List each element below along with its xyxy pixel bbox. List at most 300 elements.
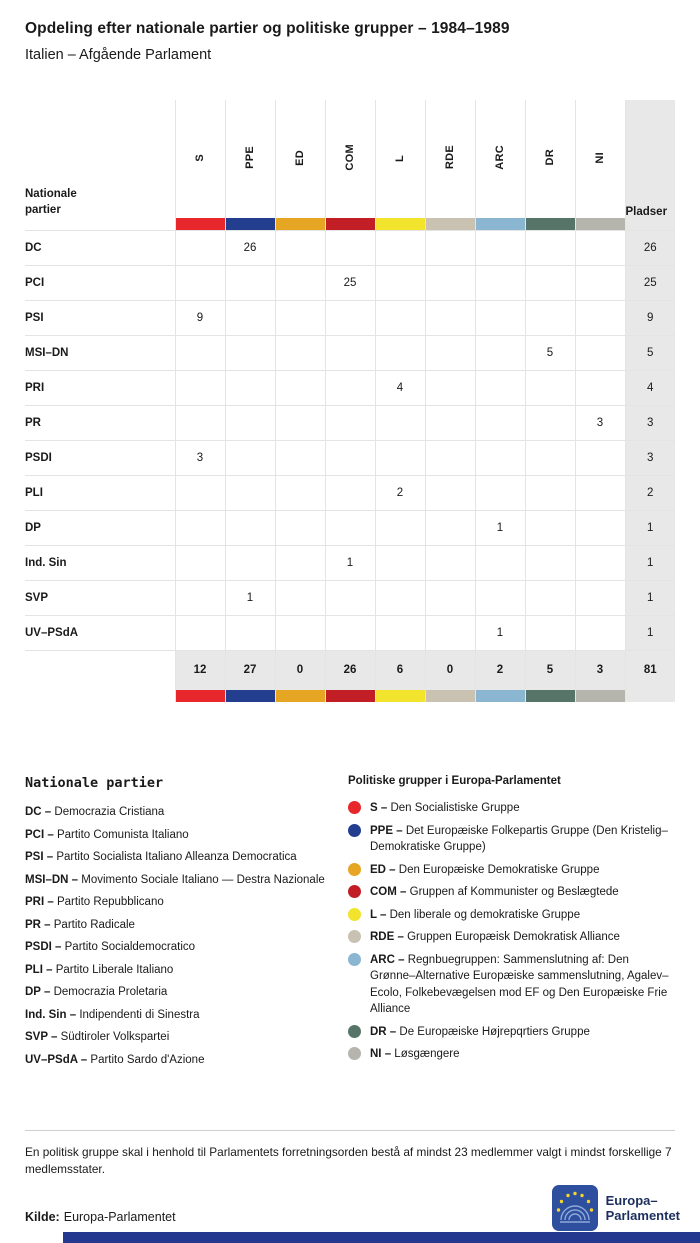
total-seats-cell: 81 — [625, 650, 675, 690]
party-legend-item — [25, 917, 340, 934]
party-legend-name: Democrazia Proletaria — [53, 986, 168, 998]
group-color-dot — [348, 824, 361, 837]
value-cell — [425, 335, 475, 370]
group-legend-item — [348, 884, 675, 901]
value-cell — [575, 230, 625, 265]
group-legend-code: ARC – — [370, 953, 408, 966]
group-color-dot — [348, 885, 361, 898]
seats-cell: 1 — [625, 615, 675, 650]
party-legend-code: PSDI – — [25, 941, 65, 953]
value-cell — [575, 510, 625, 545]
value-cell — [325, 475, 375, 510]
group-color-dot — [348, 801, 361, 814]
value-cell — [325, 440, 375, 475]
value-cell — [425, 265, 475, 300]
value-cell: 3 — [175, 440, 225, 475]
group-legend-item — [348, 800, 675, 817]
value-cell — [225, 370, 275, 405]
party-legend-item — [25, 939, 340, 956]
value-cell — [275, 545, 325, 580]
group-color-dot — [348, 863, 361, 876]
value-cell — [425, 475, 475, 510]
party-legend-code: MSI–DN – — [25, 873, 82, 886]
table-row — [25, 510, 675, 545]
party-legend-code: UV–PSdA – — [25, 1053, 91, 1066]
value-cell — [225, 265, 275, 300]
value-cell — [275, 580, 325, 615]
seats-cell: 9 — [625, 300, 675, 335]
party-legend-list — [25, 804, 340, 1068]
party-legend-name: Indipendenti di Sinestra — [79, 1008, 200, 1021]
value-cell — [475, 580, 525, 615]
column-header-label: RDE — [444, 145, 456, 170]
column-header-label: PPE — [244, 146, 256, 169]
color-bar-ED — [275, 690, 325, 702]
party-legend-item — [25, 827, 340, 844]
value-cell: 1 — [475, 615, 525, 650]
group-legend-item — [348, 823, 675, 856]
group-legend-name: Den Europæiske Demokratiske Gruppe — [398, 863, 600, 876]
column-header-label: S — [194, 154, 206, 162]
party-legend-name: Partito Liberale Italiano — [55, 963, 174, 976]
value-cell — [475, 370, 525, 405]
value-cell — [425, 405, 475, 440]
value-cell: 4 — [375, 370, 425, 405]
group-legend-text — [370, 823, 675, 856]
column-header-label: ED — [294, 149, 306, 166]
group-legend-list — [348, 800, 675, 1063]
seats-column-header: Pladser — [625, 100, 675, 218]
group-legend-name: Det Europæiske Folkepartis Gruppe (Den Kristelig–Demokratiske Gruppe) — [370, 824, 668, 853]
party-name-cell: PLI — [25, 475, 175, 510]
value-cell: 3 — [575, 405, 625, 440]
seats-cell: 25 — [625, 265, 675, 300]
value-cell — [425, 545, 475, 580]
value-cell — [325, 370, 375, 405]
value-cell — [375, 440, 425, 475]
bar-row-seats-spacer — [625, 690, 675, 702]
value-cell — [225, 510, 275, 545]
table-row — [25, 300, 675, 335]
bar-row-spacer — [25, 690, 175, 702]
ep-logo-text — [606, 1193, 680, 1223]
value-cell — [475, 405, 525, 440]
group-legend-name: Den liberale og demokratiske Gruppe — [389, 908, 581, 921]
group-color-dot — [348, 930, 361, 943]
value-cell — [475, 265, 525, 300]
group-legend-name: De Europæiske Højrepqrtiers Gruppe — [399, 1025, 590, 1038]
group-legend-code: RDE – — [370, 931, 408, 943]
table-row — [25, 230, 675, 265]
ep-logo-text-line2: Parlamentet — [605, 1208, 680, 1223]
value-cell — [225, 300, 275, 335]
group-legend-name: Den Socialistiske Gruppe — [390, 802, 520, 814]
value-cell — [275, 475, 325, 510]
value-cell — [525, 405, 575, 440]
ep-logo-icon — [552, 1185, 598, 1231]
seats-cell: 2 — [625, 475, 675, 510]
column-header-DR — [525, 100, 575, 218]
party-name-cell: DC — [25, 230, 175, 265]
color-bar-L — [375, 690, 425, 702]
value-cell — [175, 580, 225, 615]
group-legend-text — [370, 929, 620, 946]
column-header-label: ARC — [494, 145, 506, 170]
value-cell — [375, 545, 425, 580]
total-value-cell: 2 — [475, 650, 525, 690]
party-legend-name: Partito Radicale — [53, 918, 135, 931]
party-name-cell: Ind. Sin — [25, 545, 175, 580]
value-cell — [275, 405, 325, 440]
total-value-cell: 5 — [525, 650, 575, 690]
legend-national-parties — [25, 775, 340, 1074]
value-cell — [525, 370, 575, 405]
source-line — [25, 1210, 176, 1224]
party-legend-name: Partito Socialdemocratico — [64, 941, 196, 953]
column-header-label: DR — [544, 149, 556, 166]
color-bar-ARC — [475, 690, 525, 702]
color-bar-COM — [325, 218, 375, 230]
column-header-NI — [575, 100, 625, 218]
value-cell — [225, 615, 275, 650]
seats-table-wrap — [25, 100, 675, 702]
seats-cell: 5 — [625, 335, 675, 370]
value-cell — [525, 440, 575, 475]
color-bar-PPE — [225, 690, 275, 702]
value-cell: 25 — [325, 265, 375, 300]
value-cell — [575, 615, 625, 650]
value-cell — [275, 510, 325, 545]
color-bar-L — [375, 218, 425, 230]
legend-political-groups — [348, 775, 675, 1074]
group-legend-text — [370, 1024, 590, 1041]
column-header-label: COM — [344, 144, 356, 171]
color-bar-RDE — [425, 690, 475, 702]
color-bar-S — [175, 218, 225, 230]
column-header-RDE — [425, 100, 475, 218]
legend-groups-title: Politiske grupper i Europa-Parlamentet — [348, 775, 561, 787]
value-cell — [175, 230, 225, 265]
value-cell — [575, 475, 625, 510]
group-legend-code: ED – — [370, 863, 399, 876]
value-cell — [575, 335, 625, 370]
party-legend-code: PLI – — [25, 963, 56, 976]
group-legend-text — [370, 1046, 460, 1063]
value-cell: 1 — [475, 510, 525, 545]
total-value-cell: 27 — [225, 650, 275, 690]
color-bar-RDE — [425, 218, 475, 230]
value-cell — [275, 335, 325, 370]
value-cell — [525, 230, 575, 265]
party-legend-item — [25, 962, 340, 979]
value-cell — [375, 230, 425, 265]
ep-logo — [552, 1185, 680, 1231]
party-legend-item — [25, 849, 340, 866]
value-cell: 1 — [325, 545, 375, 580]
totals-spacer-cell — [25, 650, 175, 690]
party-name-cell: MSI–DN — [25, 335, 175, 370]
value-cell — [325, 510, 375, 545]
seats-cell: 26 — [625, 230, 675, 265]
row-header-label: Nationale partier — [25, 187, 77, 216]
value-cell — [175, 475, 225, 510]
value-cell — [275, 300, 325, 335]
table-row — [25, 370, 675, 405]
value-cell — [275, 370, 325, 405]
value-cell — [175, 335, 225, 370]
column-header-COM — [325, 100, 375, 218]
value-cell — [475, 300, 525, 335]
table-row — [25, 580, 675, 615]
party-legend-item — [25, 1052, 340, 1069]
totals-row — [25, 650, 675, 690]
column-header-S — [175, 100, 225, 218]
color-bar-ED — [275, 218, 325, 230]
party-legend-item — [25, 1007, 340, 1024]
row-header-cell — [25, 100, 175, 218]
value-cell — [425, 615, 475, 650]
party-legend-code: PSI – — [25, 851, 57, 863]
column-header-ARC — [475, 100, 525, 218]
group-legend-name: Løsgængere — [394, 1048, 460, 1060]
value-cell — [475, 230, 525, 265]
value-cell — [525, 615, 575, 650]
party-legend-item — [25, 984, 340, 1001]
column-header-ED — [275, 100, 325, 218]
bottom-bar — [63, 1232, 700, 1243]
total-value-cell: 6 — [375, 650, 425, 690]
value-cell — [525, 300, 575, 335]
value-cell — [225, 545, 275, 580]
value-cell — [225, 440, 275, 475]
party-legend-name: Partito Socialista Italiano Alleanza Democratica — [56, 851, 297, 863]
party-legend-item — [25, 804, 340, 821]
color-bar-NI — [575, 218, 625, 230]
group-legend-code: COM – — [370, 886, 410, 898]
group-legend-code: DR – — [370, 1025, 400, 1038]
group-color-dot — [348, 908, 361, 921]
group-legend-item — [348, 952, 675, 1018]
party-name-cell: SVP — [25, 580, 175, 615]
total-value-cell: 26 — [325, 650, 375, 690]
value-cell: 5 — [525, 335, 575, 370]
value-cell — [425, 440, 475, 475]
table-row — [25, 405, 675, 440]
group-legend-text — [370, 800, 520, 817]
value-cell: 2 — [375, 475, 425, 510]
table-row — [25, 440, 675, 475]
group-color-dot — [348, 1025, 361, 1038]
group-color-dot — [348, 1047, 361, 1060]
value-cell — [225, 335, 275, 370]
total-value-cell: 3 — [575, 650, 625, 690]
value-cell — [575, 265, 625, 300]
value-cell — [175, 370, 225, 405]
color-bar-PPE — [225, 218, 275, 230]
party-legend-name: Südtiroler Volkspartei — [60, 1031, 170, 1043]
value-cell — [525, 475, 575, 510]
column-header-L — [375, 100, 425, 218]
group-legend-name: Regnbuegruppen: Sammenslutning af: Den Grønne–Alternative Europæiske sammenslutning, Agalev–Ecolo, Folkebevægelsen mod EF og Den Europæiske Frie Alliance — [370, 953, 669, 1015]
group-legend-code: L – — [370, 908, 390, 921]
party-legend-name: Movimento Sociale Italiano — Destra Nazionale — [81, 873, 325, 886]
value-cell — [175, 405, 225, 440]
total-value-cell: 12 — [175, 650, 225, 690]
value-cell — [375, 265, 425, 300]
seats-cell: 1 — [625, 510, 675, 545]
color-bar-DR — [525, 218, 575, 230]
value-cell — [425, 230, 475, 265]
column-header-PPE — [225, 100, 275, 218]
value-cell — [575, 545, 625, 580]
ep-logo-text-line1: Europa– — [605, 1193, 658, 1208]
party-legend-code: DC – — [25, 806, 55, 818]
group-legend-text — [370, 952, 675, 1018]
value-cell — [575, 580, 625, 615]
value-cell: 1 — [225, 580, 275, 615]
total-value-cell: 0 — [425, 650, 475, 690]
legend-parties-title: Nationale partier — [25, 775, 164, 791]
value-cell — [575, 440, 625, 475]
value-cell — [575, 370, 625, 405]
value-cell — [325, 580, 375, 615]
party-legend-name: Partito Sardo d'Azione — [90, 1053, 205, 1066]
party-legend-code: PR – — [25, 918, 54, 931]
group-legend-text — [370, 884, 619, 901]
party-name-cell: PCI — [25, 265, 175, 300]
value-cell: 9 — [175, 300, 225, 335]
value-cell — [325, 300, 375, 335]
group-legend-item — [348, 1024, 675, 1041]
page-title: Opdeling efter nationale partier og politiske grupper – 1984–1989 — [25, 20, 510, 37]
value-cell — [225, 475, 275, 510]
group-legend-item — [348, 1046, 675, 1063]
party-name-cell: DP — [25, 510, 175, 545]
party-legend-code: PCI – — [25, 828, 57, 841]
table-header-row — [25, 100, 675, 218]
party-legend-code: Ind. Sin – — [25, 1008, 80, 1021]
value-cell — [575, 300, 625, 335]
value-cell — [475, 545, 525, 580]
group-legend-code: NI – — [370, 1048, 395, 1060]
value-cell — [425, 510, 475, 545]
total-value-cell: 0 — [275, 650, 325, 690]
party-legend-item — [25, 872, 340, 889]
value-cell — [325, 230, 375, 265]
value-cell — [325, 335, 375, 370]
group-legend-item — [348, 862, 675, 879]
group-color-bar-row — [25, 218, 675, 230]
value-cell — [375, 405, 425, 440]
value-cell — [525, 510, 575, 545]
party-name-cell: UV–PSdA — [25, 615, 175, 650]
group-legend-code: PPE – — [370, 824, 406, 837]
party-legend-item — [25, 894, 340, 911]
footnote: En politisk gruppe skal i henhold til Parlamentets forretningsorden bestå af mindst 23 medlemmer valgt i mindst forskellige 7 medlemsstater. — [25, 1130, 675, 1178]
page-subtitle: Italien – Afgående Parlament — [25, 47, 212, 63]
party-legend-item — [25, 1029, 340, 1046]
seats-cell: 3 — [625, 405, 675, 440]
value-cell — [475, 440, 525, 475]
group-color-dot — [348, 953, 361, 966]
party-legend-name: Partito Comunista Italiano — [56, 828, 189, 841]
column-header-label: NI — [594, 151, 606, 164]
value-cell — [375, 335, 425, 370]
color-bar-DR — [525, 690, 575, 702]
column-header-label: L — [394, 154, 406, 162]
party-name-cell: PSI — [25, 300, 175, 335]
group-legend-item — [348, 907, 675, 924]
color-bar-COM — [325, 690, 375, 702]
party-legend-name: Partito Repubblicano — [56, 896, 164, 908]
value-cell — [375, 580, 425, 615]
value-cell — [175, 510, 225, 545]
source-value: Europa-Parlamentet — [63, 1210, 176, 1224]
seats-table — [25, 100, 675, 702]
table-row — [25, 475, 675, 510]
value-cell — [225, 405, 275, 440]
value-cell — [425, 300, 475, 335]
value-cell — [175, 265, 225, 300]
party-legend-name: Democrazia Cristiana — [54, 806, 165, 818]
table-row — [25, 545, 675, 580]
seats-cell: 1 — [625, 545, 675, 580]
value-cell: 26 — [225, 230, 275, 265]
group-legend-code: S – — [370, 802, 391, 814]
seats-cell: 4 — [625, 370, 675, 405]
value-cell — [525, 545, 575, 580]
value-cell — [325, 405, 375, 440]
value-cell — [425, 370, 475, 405]
value-cell — [375, 300, 425, 335]
source-label: Kilde: — [25, 1210, 60, 1224]
color-bar-NI — [575, 690, 625, 702]
bar-row-spacer — [25, 218, 175, 230]
party-legend-code: PRI – — [25, 896, 57, 908]
value-cell — [475, 335, 525, 370]
party-name-cell: PSDI — [25, 440, 175, 475]
value-cell — [275, 440, 325, 475]
group-legend-name: Gruppen Europæisk Demokratisk Alliance — [407, 931, 620, 943]
color-bar-S — [175, 690, 225, 702]
value-cell — [325, 615, 375, 650]
value-cell — [375, 510, 425, 545]
value-cell — [175, 615, 225, 650]
party-name-cell: PR — [25, 405, 175, 440]
value-cell — [425, 580, 475, 615]
value-cell — [525, 265, 575, 300]
group-legend-text — [370, 862, 599, 879]
value-cell — [175, 545, 225, 580]
party-legend-code: SVP – — [25, 1031, 61, 1043]
color-bar-ARC — [475, 218, 525, 230]
table-row — [25, 615, 675, 650]
value-cell — [525, 580, 575, 615]
group-color-bar-row — [25, 690, 675, 702]
value-cell — [275, 230, 325, 265]
table-row — [25, 265, 675, 300]
value-cell — [275, 265, 325, 300]
value-cell — [275, 615, 325, 650]
party-name-cell: PRI — [25, 370, 175, 405]
value-cell — [475, 475, 525, 510]
legends-section — [25, 775, 675, 1074]
group-legend-name: Gruppen af Kommunister og Beslægtede — [409, 886, 619, 898]
seats-cell: 3 — [625, 440, 675, 475]
group-legend-text — [370, 907, 580, 924]
bar-row-seats-spacer — [625, 218, 675, 230]
group-legend-item — [348, 929, 675, 946]
